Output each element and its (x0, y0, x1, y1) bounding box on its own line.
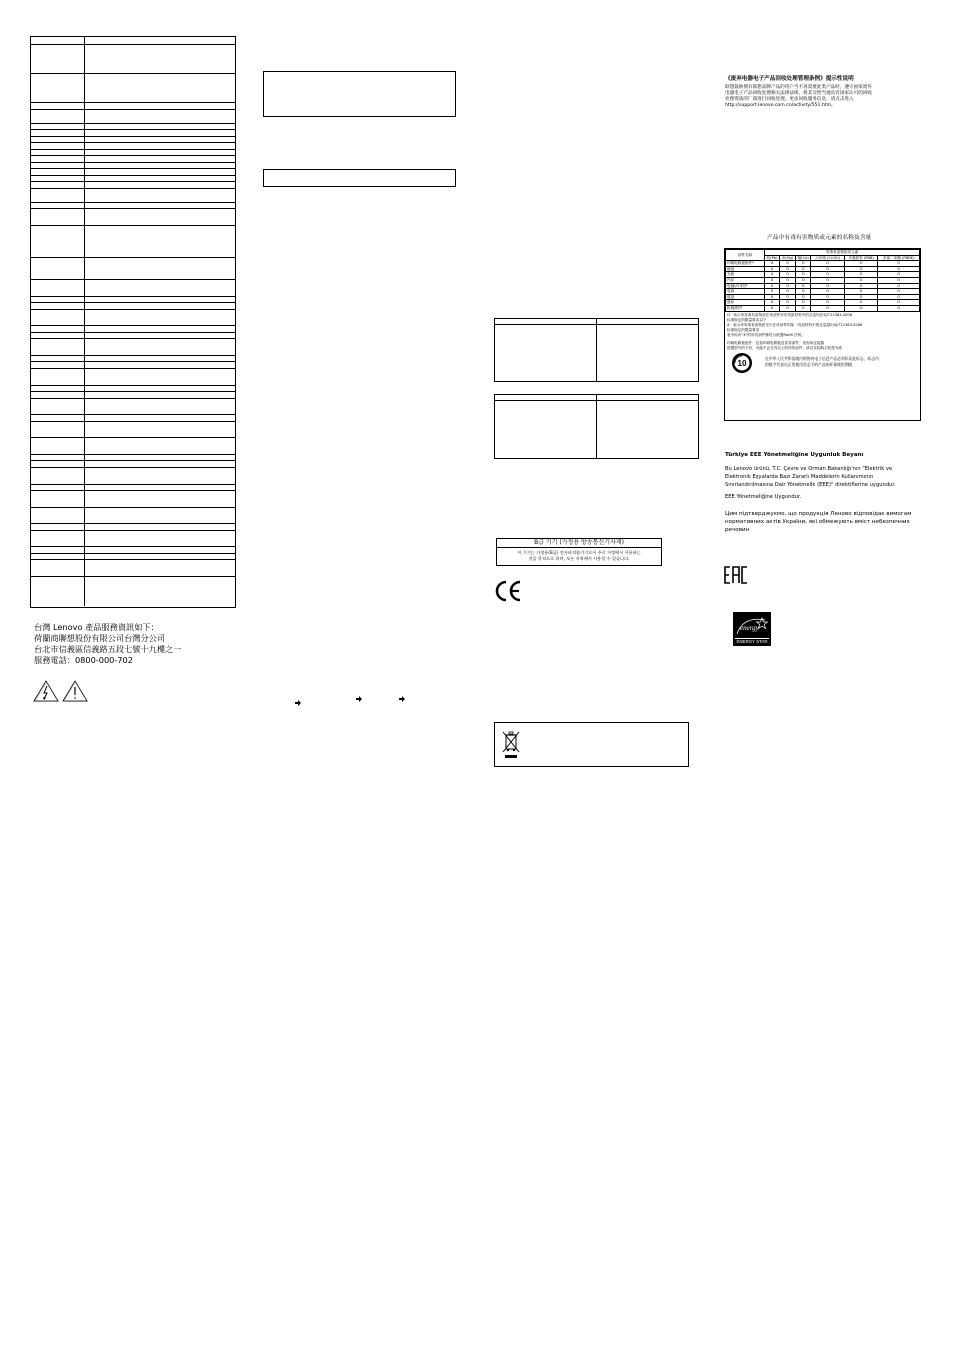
table-cell-value (85, 258, 235, 279)
table-cell-value (85, 531, 235, 547)
epup-number: 10 (737, 358, 747, 368)
epup-row (725, 352, 920, 376)
table-row (31, 225, 235, 257)
substance-value-cell: O (780, 266, 796, 272)
turkey-line-3: Sınırlandırılmasına Dair Yönetmelik (EEE)" direktiflerine uygundur. (725, 482, 896, 488)
arrow-right-icon (399, 696, 405, 702)
hazardous-substances-table (725, 249, 920, 312)
table-cell-value (85, 508, 235, 524)
table-cell-value (85, 491, 235, 507)
substance-value-cell: O (795, 266, 811, 272)
turkey-line-1: Bu Lenovo ürünü, T.C. Çevre ve Orman Bakanlığı'nın "Elektrik ve (725, 466, 893, 472)
part-name-cell: 电脑I/O 附件 (726, 283, 765, 289)
substance-value-cell: O (844, 261, 878, 267)
hazardous-substances-box (724, 248, 921, 421)
substance-value-cell: O (795, 283, 811, 289)
substance-value-cell: O (795, 272, 811, 278)
ukraine-rohs-body (725, 510, 911, 534)
table-cell-value (85, 339, 235, 355)
table-cell-label (31, 189, 85, 202)
table-cell-value (85, 577, 235, 606)
table-cell-label (31, 422, 85, 438)
table-cell-value (85, 74, 235, 102)
china-weee-line-1: 联想鼓励拥有联想品牌产品的用户当不再需要此类产品时，遵守国家废弃 (725, 85, 873, 90)
exclamation-warning-icon (62, 680, 88, 702)
table-row (31, 368, 235, 385)
table-cell-value (85, 438, 235, 454)
taiwan-service-line-2: 荷蘭商聯想股份有限公司台灣分公司 (34, 633, 166, 643)
hazardous-substances-title: 产品中有毒有害物质或元素的名称及含量 (767, 235, 872, 241)
korea-class-b-notice (496, 538, 662, 566)
turkey-line-4: EEE Yönetmeliğine Uygundur. (725, 494, 802, 500)
substance-value-cell: O (780, 294, 796, 300)
table-cell-label (31, 209, 85, 225)
table-row (31, 530, 235, 547)
china-weee-line-2: 电器电子产品回收处理相关法律法规，将其交给当地具有国家认可的回收 (725, 91, 873, 96)
note-model: 根据型号的不同，可能不会含有以上的所有部件，请以实际购买机型为准 (727, 345, 842, 350)
part-name-cell: 硬盘 (726, 266, 765, 272)
turkey-line-2: Elektronik Eşyalarda Bazı Zararlı Maddelerin Kullanımının (725, 474, 874, 480)
china-weee-title: 《废弃电器电子产品回收处理管理条例》提示性说明 (725, 76, 854, 82)
table-row (31, 279, 235, 296)
crossed-bin-icon (502, 729, 520, 759)
substance-value-cell: O (811, 294, 844, 300)
korea-notice-line-1: 이 기기는 가정용(B급) 전자파적합기기로서 주로 가정에서 사용하는 (517, 550, 641, 555)
ukraine-line-3: речовин (725, 527, 750, 533)
substance-value-cell: O (878, 294, 920, 300)
substance-group-header: 有毒有害物质或元素 (765, 250, 920, 256)
part-name-cell: 光驱 (726, 272, 765, 278)
part-name-cell: 印刷电路板组件* (726, 261, 765, 267)
energy-star-script: energy (740, 624, 759, 632)
substance-value-cell: X (765, 294, 780, 300)
table-cell-label (31, 280, 85, 296)
substance-value-cell: O (780, 272, 796, 278)
table-cell-value (85, 45, 235, 73)
table-row (31, 109, 235, 123)
substance-value-cell: X (765, 300, 780, 306)
substance-column-header: 镉(Cd) (795, 255, 811, 261)
table-cell-label (31, 531, 85, 547)
specification-table (30, 36, 236, 608)
eac-mark-icon (724, 566, 748, 584)
substance-value-cell: O (844, 272, 878, 278)
table-cell-label (31, 258, 85, 279)
substance-value-cell: O (795, 277, 811, 283)
substance-column-header: 六价铬 (Cr(VI)) (811, 255, 844, 261)
substance-column-header: 汞(Hg) (780, 255, 796, 261)
note-x-cont: 标准规定的限量要求 (727, 327, 760, 332)
notice-box-1 (263, 71, 456, 117)
hazardous-notes (725, 312, 920, 352)
turkey-eee-title: Türkiye EEE Yönetmeliğine Uygunluk Beyanı (725, 452, 864, 458)
substance-value-cell: X (765, 283, 780, 289)
substance-value-cell: O (811, 283, 844, 289)
table-row (31, 467, 235, 484)
table-cell-label (31, 399, 85, 415)
table-row (31, 507, 235, 524)
table-cell-label (31, 226, 85, 257)
table-row (31, 576, 235, 606)
table-cell-label (31, 110, 85, 123)
korea-notice-title: B급 기기 (가정용 방송통신기자재) (497, 539, 661, 548)
substance-value-cell: O (811, 289, 844, 295)
note-o: O：表示该有毒有害物质在该部件所有均质材料中的含量均在SJ/T11363-2006 (727, 312, 852, 317)
table-cell-value (85, 560, 235, 576)
table-row (31, 338, 235, 355)
substance-value-cell: O (844, 277, 878, 283)
table-cell-value (85, 310, 235, 326)
substance-value-cell: O (795, 294, 811, 300)
table-row (31, 490, 235, 507)
part-name-cell: 机箱/附件 (726, 305, 765, 311)
table-row (31, 188, 235, 202)
substance-value-cell: O (844, 305, 878, 311)
substance-value-cell: O (811, 305, 844, 311)
table-cell-label (31, 369, 85, 385)
table-cell-value (85, 209, 235, 225)
table-row (31, 44, 235, 73)
substance-value-cell: O (780, 283, 796, 289)
substance-value-cell: O (780, 289, 796, 295)
china-weee-line-4: http://support.lenovo.com.cn/activity/551.htm。 (725, 103, 836, 108)
epup-10-icon (731, 352, 753, 374)
table-cell-label (31, 74, 85, 102)
substance-value-cell: O (780, 300, 796, 306)
table-row (31, 73, 235, 102)
table-cell-label (31, 577, 85, 606)
table-row (726, 305, 920, 311)
substance-value-cell: O (780, 261, 796, 267)
substance-value-cell: O (795, 300, 811, 306)
taiwan-service-line-1: 台灣 Lenovo 產品服務資訊如下： (34, 622, 159, 632)
substance-value-cell: O (811, 272, 844, 278)
substance-value-cell: O (811, 300, 844, 306)
epup-text-2: 的数字代表在正常使用状态下的产品的环保使用期限 (765, 361, 853, 367)
table-cell-label (31, 438, 85, 454)
substance-value-cell: O (878, 272, 920, 278)
table-cell-value (85, 399, 235, 415)
substance-value-cell: O (844, 300, 878, 306)
substance-value-cell: O (844, 283, 878, 289)
substance-value-cell: X (765, 277, 780, 283)
table-row (31, 398, 235, 415)
substance-value-cell: O (878, 277, 920, 283)
substance-value-cell: O (878, 266, 920, 272)
table-cell-value (85, 468, 235, 484)
substance-value-cell: O (878, 283, 920, 289)
substance-value-cell: X (765, 261, 780, 267)
table-cell-value (85, 189, 235, 202)
china-weee-line-3: 处理资质的厂商进行回收处理。更多回收服务信息，请点击进入 (725, 97, 854, 102)
table-cell-label (31, 560, 85, 576)
table-cell-value (85, 369, 235, 385)
substance-value-cell: O (844, 289, 878, 295)
substance-value-cell: O (780, 277, 796, 283)
notice-box-2 (263, 169, 456, 187)
epup-text-1: 在中华人民共和国境内销售的电子信息产品必须标识此标志，标志内 (765, 355, 879, 361)
turkey-eee-body (725, 465, 896, 501)
substance-value-cell: O (844, 266, 878, 272)
substance-value-cell: O (811, 266, 844, 272)
substance-value-cell: O (878, 305, 920, 311)
substance-value-cell: X (765, 266, 780, 272)
table-row (31, 437, 235, 454)
energy-star-label: ENERGY STAR (736, 639, 768, 644)
part-name-cell: 键盘 (726, 294, 765, 300)
table-cell-label (31, 468, 85, 484)
part-name-cell: 电源 (726, 289, 765, 295)
part-name-header: 部件名称 (726, 250, 765, 261)
ce-mark-icon (494, 580, 522, 602)
note-rohs: 表中标有“X”的所有部件都符合欧盟RoHS 法规。 (727, 332, 805, 337)
table-cell-label (31, 310, 85, 326)
substance-value-cell: X (765, 272, 780, 278)
substance-column-header: 多溴二苯醚 (PBDE) (878, 255, 920, 261)
energy-star-icon (733, 612, 771, 646)
info-table-1 (494, 318, 699, 382)
substance-value-cell: O (878, 261, 920, 267)
substance-value-cell: O (795, 289, 811, 295)
table-row (31, 421, 235, 438)
table-cell-value (85, 280, 235, 296)
substance-column-header: 铅(Pb) (765, 255, 780, 261)
weee-notice-box (494, 722, 689, 767)
substance-value-cell: O (878, 300, 920, 306)
table-row (31, 208, 235, 225)
substance-value-cell: X (765, 289, 780, 295)
substance-value-cell: O (780, 305, 796, 311)
ukraine-line-1: Цим підтверджуємо, що продукція Леново відповідає вимогам (725, 511, 912, 517)
taiwan-service-line-3: 台北市信義區信義路五段七號十九樓之一 (34, 644, 182, 654)
taiwan-service-line-4: 服務電話：0800-000-702 (34, 655, 133, 665)
table-row (31, 559, 235, 576)
substance-value-cell: X (765, 305, 780, 311)
korea-notice-line-2: 것을 목적으로 하며, 모든 지역에서 사용할 수 있습니다. (528, 556, 630, 561)
substance-column-header: 多溴联苯 (PBB) (844, 255, 878, 261)
table-row (31, 257, 235, 279)
arrow-right-icon (356, 696, 362, 702)
ukraine-line-2: нормативних актів України, які обмежують вміст небезпечних (725, 519, 910, 525)
note-o-cont: 标准规定的限量要求以下 (727, 317, 767, 322)
substance-value-cell: O (811, 261, 844, 267)
part-name-cell: 鼠标 (726, 300, 765, 306)
table-cell-value (85, 226, 235, 257)
table-cell-value (85, 422, 235, 438)
table-cell-value (85, 110, 235, 123)
table-cell-label (31, 339, 85, 355)
info-table-2 (494, 394, 699, 459)
table-cell-label (31, 491, 85, 507)
substance-value-cell: O (795, 261, 811, 267)
substance-value-cell: O (878, 289, 920, 295)
note-x: X：表示该有毒有害物质至少在该部件的某一均质材料中的含量超出SJ/T11363-2006 (727, 322, 863, 327)
lightning-warning-icon (33, 680, 59, 702)
table-cell-label (31, 508, 85, 524)
substance-value-cell: O (795, 305, 811, 311)
table-row (31, 309, 235, 326)
table-cell-label (31, 45, 85, 73)
china-weee-body (725, 85, 872, 109)
part-name-cell: 内存 (726, 277, 765, 283)
substance-value-cell: O (811, 277, 844, 283)
arrow-right-icon (295, 700, 301, 706)
substance-value-cell: O (844, 294, 878, 300)
note-pcba: 印刷电路板组件：包括印刷电路板及其零部件、电容和连接器 (727, 340, 825, 345)
